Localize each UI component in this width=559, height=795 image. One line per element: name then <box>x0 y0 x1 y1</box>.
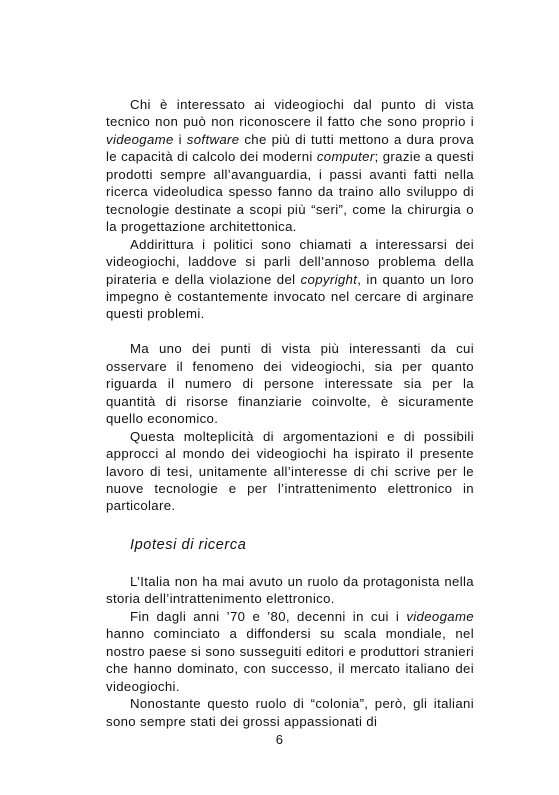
italic-term: videogame <box>406 608 474 624</box>
paragraph-colony: Nonostante questo ruolo di “colonia”, però, gli italiani sono sempre stati dei grossi appassionati di <box>106 696 474 729</box>
page-number: 6 <box>275 732 284 747</box>
paragraph-technical-view: Chi è interessato ai videogiochi dal punto di vista tecnico non può non riconoscere il fatto che sono proprio i videogame i software che più di tutti mettono a dura prova le capacità di calcolo dei moderni computer; grazie a questi prodotti sempre all’avanguardia, i passi avanti fatti nella ricerca videoludica spesso fanno da traino allo sviluppo di tecnologie destinate a scopi più “seri”, come la chirurgia o la progettazione architettonica. <box>106 97 475 235</box>
paragraph-economics: Ma uno dei punti di vista più interessanti da cui osservare il fenomeno dei videogiochi, sia per quanto riguarda il numero di persone interessate sia per la quantità di risorse finanziarie coinvolte, è sicuramente quello economico. <box>106 341 474 427</box>
body-text-intro <box>106 96 474 515</box>
italic-term: software <box>186 131 240 147</box>
italic-term: copyright <box>300 271 358 287</box>
body-text-research <box>106 573 474 730</box>
paragraph-thesis-motivation: Questa molteplicità di argomentazioni e di possibili approcci al mondo dei videogiochi ha ispirato il presente lavoro di tesi, unitamente all’interesse di chi scrive per le nuove tecnologie e per l’intrattenimento elettronico in particolare. <box>106 428 474 514</box>
paragraph-politics: Addirittura i politici sono chiamati a interessarsi dei videogiochi, laddove si parli dell’annoso problema della pirateria e della violazione del copyright, in quanto un loro impegno è costantemente invocato nel cercare di arginare questi problemi. <box>106 236 474 322</box>
paragraph-history: Fin dagli anni ’70 e ’80, decenni in cui i videogame hanno cominciato a diffondersi su scala mondiale, nel nostro paese si sono susseguiti editori e produttori stranieri che hanno dominato, con successo, il mercato italiano dei videogiochi. <box>106 608 474 694</box>
paragraph-italy-role: L’Italia non ha mai avuto un ruolo da protagonista nella storia dell’intrattenimento elettronico. <box>106 574 474 607</box>
section-heading: Ipotesi di ricerca <box>130 537 247 553</box>
italic-term: videogame <box>106 131 174 147</box>
italic-term: computer <box>316 149 375 165</box>
